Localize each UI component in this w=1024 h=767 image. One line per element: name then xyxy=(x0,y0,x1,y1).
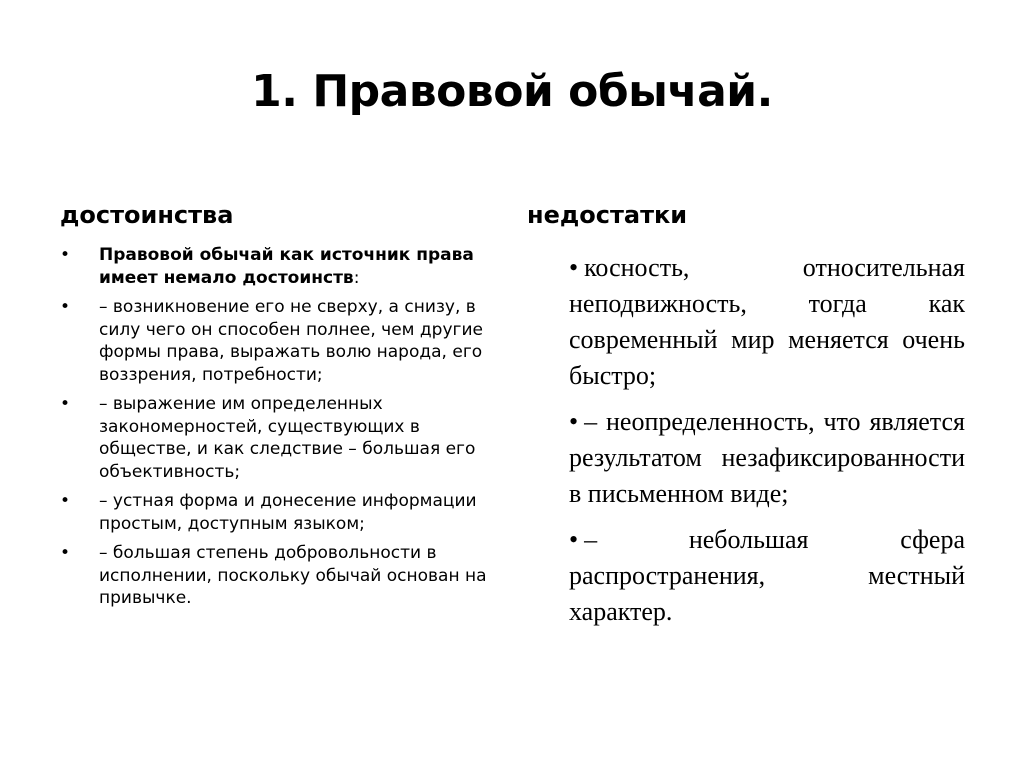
advantages-item-text: – возникновение его не сверху, а снизу, в силу чего он способен полнее, чем другие формы права, выражать волю народа, его воззрения, потребности; xyxy=(99,297,483,385)
advantages-item-text: – устная форма и донесение информации простым, доступным языком; xyxy=(99,491,477,534)
disadvantages-item xyxy=(569,250,965,394)
advantages-item-text: – выражение им определенных закономерностей, существующих в обществе, и как следствие – большая его объективность; xyxy=(99,394,476,482)
disadvantages-item-text: – небольшая сфера распространения, местный характер. xyxy=(569,525,965,626)
bullet-icon: • xyxy=(569,407,579,436)
disadvantages-list xyxy=(569,250,965,640)
bullet-icon: • xyxy=(60,394,71,414)
disadvantages-item xyxy=(569,522,965,630)
bullet-icon: • xyxy=(60,543,71,563)
advantages-item xyxy=(60,393,500,483)
disadvantages-item xyxy=(569,404,965,512)
advantages-item xyxy=(60,542,500,610)
advantages-intro-item xyxy=(60,244,500,289)
bullet-icon: • xyxy=(60,245,71,265)
bullet-icon: • xyxy=(60,491,71,511)
advantages-heading: достоинства xyxy=(60,201,234,229)
bullet-icon: • xyxy=(569,525,579,554)
slide-title: 1. Правовой обычай. xyxy=(251,66,773,117)
disadvantages-item-text: косность, относительная неподвижность, тогда как современный мир меняется очень быстро; xyxy=(569,253,965,390)
advantages-list xyxy=(60,244,500,617)
disadvantages-item-text: – неопределенность, что является результатом незафиксированности в письменном виде; xyxy=(569,407,965,508)
bullet-icon: • xyxy=(569,253,579,282)
disadvantages-heading: недостатки xyxy=(527,201,688,229)
advantages-intro-colon: : xyxy=(353,267,360,288)
bullet-icon: • xyxy=(60,297,71,317)
advantages-intro-text: Правовой обычай как источник права имеет немало достоинств xyxy=(99,245,474,288)
advantages-item-text: – большая степень добровольности в исполнении, поскольку обычай основан на привычке. xyxy=(99,543,487,608)
advantages-item xyxy=(60,296,500,386)
advantages-item xyxy=(60,490,500,535)
